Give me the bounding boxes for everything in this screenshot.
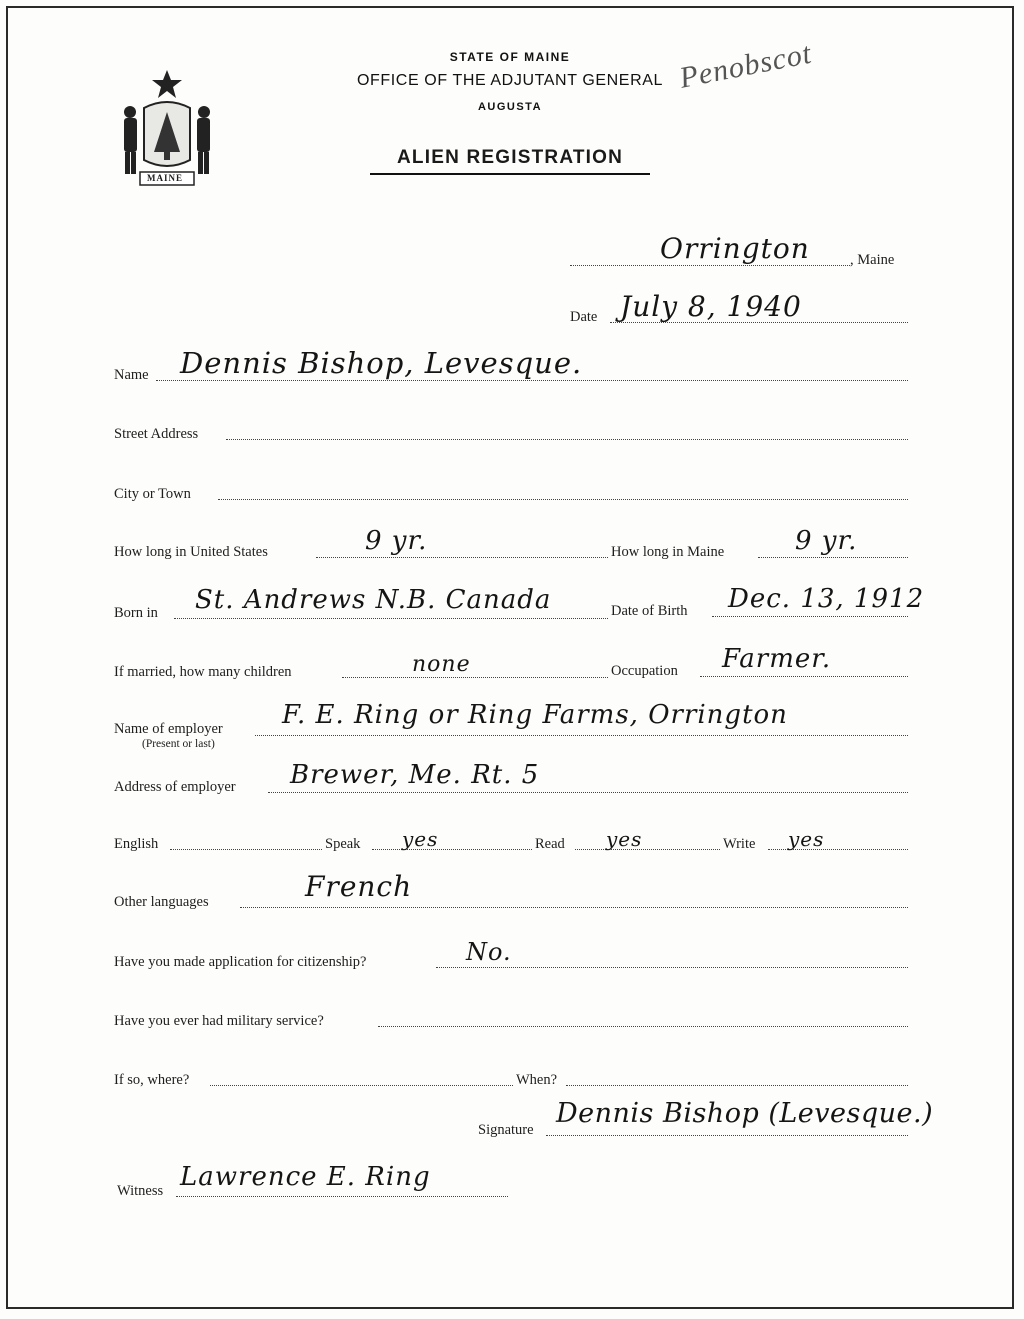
town-suffix-label: , Maine: [850, 252, 895, 268]
header-state: STATE OF MAINE: [449, 50, 571, 64]
us-duration-label: How long in United States: [114, 544, 268, 560]
employer-label: Name of employer: [114, 721, 223, 737]
dob-line: [712, 616, 908, 617]
town-line: [570, 265, 850, 266]
occupation-line: [700, 676, 908, 677]
name-value: Dennis Bishop, Levesque.: [180, 346, 583, 380]
name-line: [156, 380, 908, 381]
english-line: [170, 849, 322, 850]
employer-value: F. E. Ring or Ring Farms, Orrington: [282, 700, 788, 730]
read-line: [575, 849, 720, 850]
town-value: Orrington: [660, 232, 810, 265]
where-label: If so, where?: [114, 1072, 190, 1088]
when-line: [566, 1085, 908, 1086]
birthplace-label: Born in: [114, 605, 158, 621]
employer-address-value: Brewer, Me. Rt. 5: [290, 760, 540, 790]
street-address-line: [226, 439, 908, 440]
city-label: City or Town: [114, 486, 191, 502]
birthplace-line: [174, 618, 608, 619]
read-label: Read: [535, 836, 565, 852]
other-languages-value: French: [305, 870, 413, 903]
header-city: AUGUSTA: [477, 101, 543, 113]
military-line: [378, 1026, 908, 1027]
signature-line: [546, 1135, 908, 1136]
birthplace-value: St. Andrews N.B. Canada: [195, 585, 552, 615]
other-languages-label: Other languages: [114, 894, 209, 910]
employer-address-label: Address of employer: [114, 779, 236, 795]
dob-label: Date of Birth: [611, 603, 688, 619]
us-duration-line: [316, 557, 608, 558]
witness-line: [176, 1196, 508, 1197]
maine-duration-value: 9 yr.: [795, 526, 858, 556]
employer-line: [255, 735, 908, 736]
street-address-label: Street Address: [114, 426, 199, 442]
speak-label: Speak: [325, 836, 361, 852]
write-label: Write: [723, 836, 756, 852]
us-duration-value: 9 yr.: [365, 526, 428, 556]
maine-duration-label: How long in Maine: [611, 544, 725, 560]
name-label: Name: [114, 367, 149, 383]
english-label: English: [114, 836, 159, 852]
signature-value: Dennis Bishop (Levesque.): [556, 1098, 934, 1129]
form-title: ALIEN REGISTRATION: [370, 147, 650, 175]
other-languages-line: [240, 907, 908, 908]
seal-text: MAINE: [147, 173, 183, 183]
date-value: July 8, 1940: [620, 290, 802, 323]
occupation-label: Occupation: [611, 663, 678, 679]
children-label: If married, how many children: [114, 664, 292, 680]
maine-duration-line: [758, 557, 908, 558]
signature-label: Signature: [478, 1122, 534, 1138]
citizenship-value: No.: [466, 938, 512, 966]
state-seal-icon: [114, 68, 220, 188]
military-label: Have you ever had military service?: [114, 1013, 324, 1029]
speak-value: yes: [402, 827, 439, 851]
witness-label: Witness: [117, 1183, 164, 1199]
witness-value: Lawrence E. Ring: [180, 1162, 431, 1192]
employer-sub-label: (Present or last): [142, 738, 215, 750]
where-line: [210, 1085, 513, 1086]
write-value: yes: [788, 827, 825, 851]
county-note: Penobscot: [676, 36, 815, 95]
dob-value: Dec. 13, 1912: [728, 584, 925, 614]
city-line: [218, 499, 908, 500]
speak-line: [372, 849, 532, 850]
children-line: [342, 677, 608, 678]
header-office: OFFICE OF THE ADJUTANT GENERAL: [356, 72, 664, 89]
date-label: Date: [570, 309, 598, 325]
when-label: When?: [516, 1072, 558, 1088]
citizenship-line: [436, 967, 908, 968]
occupation-value: Farmer.: [722, 644, 832, 674]
employer-address-line: [268, 792, 908, 793]
citizenship-label: Have you made application for citizenship?: [114, 954, 367, 970]
children-value: none: [412, 652, 471, 677]
read-value: yes: [606, 827, 643, 851]
